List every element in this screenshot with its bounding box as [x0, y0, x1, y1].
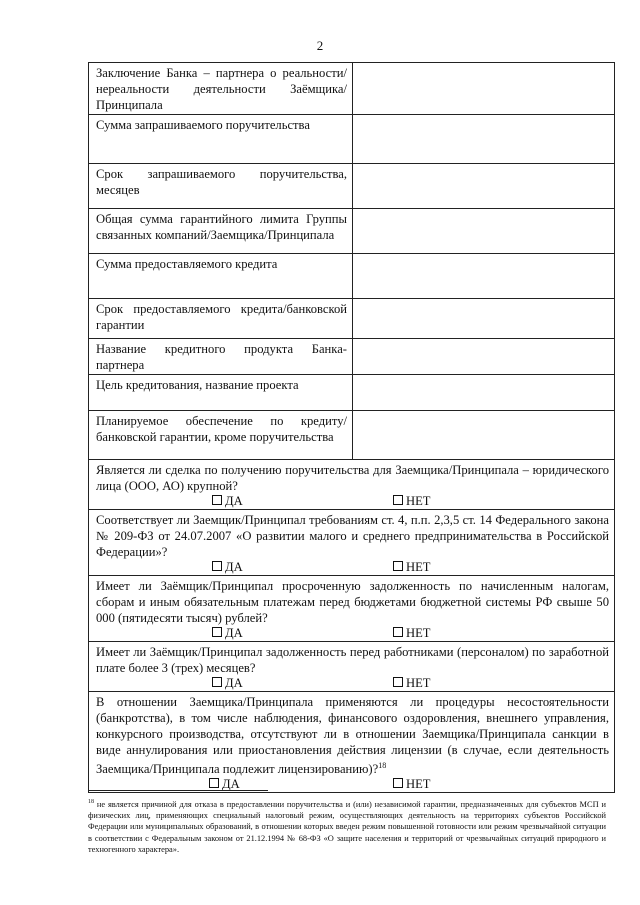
answer-no-option[interactable]	[393, 676, 430, 691]
row-value-field[interactable]	[353, 339, 615, 375]
question-text: Соответствует ли Заемщик/Принципал требованиям ст. 4, п.п. 2,3,5 ст. 14 Федерального закона № 209-ФЗ от 24.07.2007 «О развитии малого и среднего предпринимательства в Российской Федерации»?	[96, 513, 609, 559]
row-label: Сумма запрашиваемого поручительства	[89, 115, 353, 164]
checkbox-icon[interactable]	[212, 677, 222, 687]
question-cell	[89, 510, 615, 576]
answer-yes-option[interactable]	[212, 676, 243, 691]
checkbox-icon[interactable]	[393, 778, 403, 788]
answer-no-option[interactable]	[393, 626, 430, 641]
question-text: Имеет ли Заёмщик/Принципал задолженность перед работниками (персоналом) по заработной плате более 3 (трех) месяцев?	[96, 645, 609, 675]
answer-options	[96, 676, 609, 691]
question-cell	[89, 642, 615, 692]
question-text-body: В отношении Заемщика/Принципала применяются ли процедуры несостоятельности (банкротства), в том числе наблюдения, финансового оздоровления, внешнего управления, конкурсного производства, отсутствуют ли в отношении Заемщика/Принципала санкции в виде аннулирования или приостановления действия лицензии (в случае, если деятельность Заемщика/Принципала подлежит лицензированию)?	[96, 695, 609, 777]
row-label: Срок запрашиваемого поручительства, месяцев	[89, 164, 353, 209]
checkbox-icon[interactable]	[393, 561, 403, 571]
answer-yes-option[interactable]	[212, 626, 243, 641]
footnote-divider	[88, 790, 268, 791]
checkbox-icon[interactable]	[212, 627, 222, 637]
row-label: Заключение Банка – партнера о реальности/нереальности деятельности Заёмщика/Принципала	[89, 63, 353, 115]
row-label: Название кредитного продукта Банка-партнера	[89, 339, 353, 375]
question-row	[89, 576, 615, 642]
table-row	[89, 375, 615, 411]
table-row	[89, 115, 615, 164]
answer-yes-label: ДА	[222, 777, 240, 792]
row-value-field[interactable]	[353, 299, 615, 339]
answer-options	[96, 560, 609, 575]
row-label: Цель кредитования, название проекта	[89, 375, 353, 411]
row-value-field[interactable]	[353, 164, 615, 209]
table-row	[89, 209, 615, 254]
answer-options	[96, 626, 609, 641]
question-text: Имеет ли Заёмщик/Принципал просроченную задолженность по начисленным налогам, сборам и иным обязательным платежам перед бюджетами бюджетной системы РФ свыше 50 000 (пятидесяти тысяч) рублей?	[96, 579, 609, 625]
row-label: Планируемое обеспечение по кредиту/банковской гарантии, кроме поручительства	[89, 411, 353, 460]
answer-yes-label: ДА	[225, 560, 243, 574]
page-number: 2	[316, 38, 324, 53]
question-cell	[89, 460, 615, 510]
footnote	[88, 797, 606, 855]
footnote-reference[interactable]: 18	[378, 761, 387, 770]
checkbox-icon[interactable]	[212, 561, 222, 571]
table-row	[89, 164, 615, 209]
answer-yes-label: ДА	[225, 676, 243, 690]
row-value-field[interactable]	[353, 411, 615, 460]
row-label: Срок предоставляемого кредита/банковской гарантии	[89, 299, 353, 339]
table-row	[89, 339, 615, 375]
row-value-field[interactable]	[353, 254, 615, 299]
question-text: Является ли сделка по получению поручительства для Заемщика/Принципала – юридического лица (ООО, АО) крупной?	[96, 463, 609, 493]
row-value-field[interactable]	[353, 209, 615, 254]
table-row	[89, 411, 615, 460]
footnote-text: не является причиной для отказа в предоставлении поручительства и (или) независимой гарантии, предназначенных для субъектов МСП и физических лиц, применяющих специальный налоговый режим, осуществляющих деятельность на территориях субъектов Российской Федерации или муниципальных образований, в отношении которых введен режим повышенной готовности или режим чрезвычайной ситуации в соответствии с Федеральным законом от 21.12.1994 № 68-ФЗ «О защите населения и территорий от чрезвычайных ситуаций природного и техногенного характера».	[88, 799, 606, 854]
row-label: Общая сумма гарантийного лимита Группы связанных компаний/Заемщика/Принципала	[89, 209, 353, 254]
answer-options	[96, 494, 609, 509]
answer-no-label: НЕТ	[406, 560, 431, 574]
answer-yes-label: ДА	[225, 626, 243, 640]
answer-no-label: НЕТ	[406, 777, 431, 792]
checkbox-icon[interactable]	[393, 495, 403, 505]
checkbox-icon[interactable]	[209, 778, 219, 788]
table-row	[89, 63, 615, 115]
answer-no-option[interactable]	[393, 494, 430, 509]
answer-no-option[interactable]	[393, 560, 430, 575]
checkbox-icon[interactable]	[393, 677, 403, 687]
question-cell	[89, 692, 615, 793]
checkbox-icon[interactable]	[393, 627, 403, 637]
question-row	[89, 510, 615, 576]
answer-yes-option[interactable]	[212, 494, 243, 509]
question-row	[89, 642, 615, 692]
row-value-field[interactable]	[353, 375, 615, 411]
question-row	[89, 692, 615, 793]
question-row	[89, 460, 615, 510]
row-value-field[interactable]	[353, 63, 615, 115]
footnote-marker: 18	[88, 799, 94, 805]
question-text	[96, 694, 609, 777]
row-value-field[interactable]	[353, 115, 615, 164]
answer-yes-label: ДА	[225, 494, 243, 508]
answer-no-label: НЕТ	[406, 676, 431, 690]
answer-no-label: НЕТ	[406, 494, 431, 508]
row-label: Сумма предоставляемого кредита	[89, 254, 353, 299]
table-row	[89, 254, 615, 299]
table-row	[89, 299, 615, 339]
answer-no-option[interactable]	[393, 777, 430, 792]
application-form-table	[88, 62, 615, 793]
question-cell	[89, 576, 615, 642]
checkbox-icon[interactable]	[212, 495, 222, 505]
answer-no-label: НЕТ	[406, 626, 431, 640]
answer-yes-option[interactable]	[212, 560, 243, 575]
